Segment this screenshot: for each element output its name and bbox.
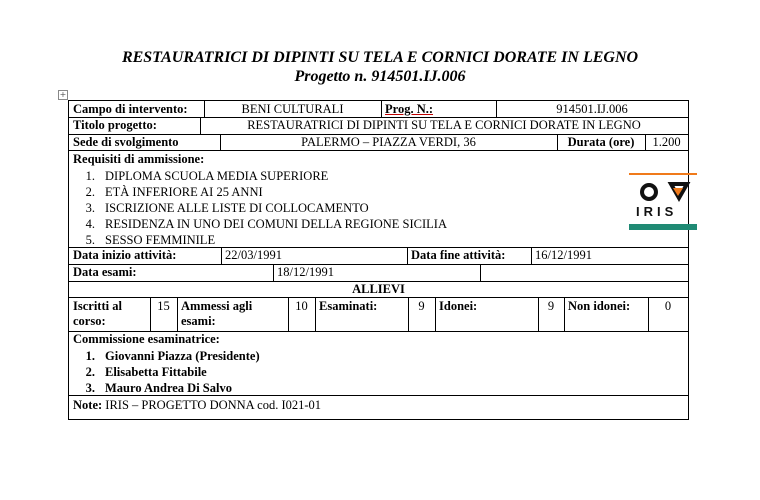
commissione-label: Commissione esaminatrice: xyxy=(73,332,220,346)
list-item: 5. SESSO FEMMINILE xyxy=(85,233,216,247)
esaminati-label: Esaminati: xyxy=(319,299,378,313)
non-idonei-label: Non idonei: xyxy=(568,299,631,313)
note-row xyxy=(69,398,325,413)
ammessi-value: 10 xyxy=(295,299,308,313)
logo-bottom-bar xyxy=(629,224,697,230)
durata-value: 1.200 xyxy=(652,135,681,149)
list-item: 4. RESIDENZA IN UNO DEI COMUNI DELLA REGIONE SICILIA xyxy=(85,217,447,231)
ammessi-label: Ammessi agli esami: xyxy=(181,299,253,328)
logo-circle-icon xyxy=(642,185,656,199)
list-item: 3. ISCRIZIONE ALLE LISTE DI COLLOCAMENTO xyxy=(85,201,369,215)
requisiti-label: Requisiti di ammissione: xyxy=(73,152,205,166)
list-item: 2. Elisabetta Fittabile xyxy=(85,365,207,379)
durata-label: Durata (ore) xyxy=(567,135,635,149)
titolo-label: Titolo progetto: xyxy=(73,118,157,132)
document-title xyxy=(0,48,760,86)
prog-label xyxy=(381,102,496,117)
iris-logo xyxy=(629,172,699,232)
idonei-label: Idonei: xyxy=(439,299,478,313)
project-form-table xyxy=(68,100,689,420)
campo-value: BENI CULTURALI xyxy=(241,102,344,116)
data-fine-label: Data fine attività: xyxy=(411,248,506,262)
prog-value: 914501.IJ.006 xyxy=(556,102,628,116)
sede-label: Sede di svolgimento xyxy=(73,135,179,149)
iscritti-label: Iscritti al corso: xyxy=(73,299,122,328)
data-inizio-value: 22/03/1991 xyxy=(225,248,282,262)
data-esami-value: 18/12/1991 xyxy=(277,265,334,279)
idonei-value: 9 xyxy=(547,299,555,313)
campo-label: Campo di intervento: xyxy=(73,102,188,116)
data-fine-value: 16/12/1991 xyxy=(535,248,592,262)
requisiti-list xyxy=(69,168,447,248)
sede-value: PALERMO – PIAZZA VERDI, 36 xyxy=(301,135,476,149)
data-esami-label: Data esami: xyxy=(73,265,137,279)
iscritti-value: 15 xyxy=(157,299,170,313)
note-value: IRIS – PROGETTO DONNA cod. I021-01 xyxy=(105,398,322,412)
table-move-handle-icon[interactable]: + xyxy=(59,90,67,99)
list-item: 1. Giovanni Piazza (Presidente) xyxy=(85,349,260,363)
esaminati-value: 9 xyxy=(418,299,425,313)
note-label: Note: xyxy=(73,398,103,412)
title-line-1: RESTAURATRICI DI DIPINTI SU TELA E CORNICI DORATE IN LEGNO xyxy=(121,49,639,66)
prog-label-text: Prog. N.: xyxy=(385,102,434,116)
titolo-value: RESTAURATRICI DI DIPINTI SU TELA E CORNICI DORATE IN LEGNO xyxy=(247,118,641,132)
title-line-2: Progetto n. 914501.IJ.006 xyxy=(294,68,466,85)
data-inizio-label: Data inizio attività: xyxy=(73,248,177,262)
allievi-header: ALLIEVI xyxy=(352,282,405,296)
list-item: 1. DIPLOMA SCUOLA MEDIA SUPERIORE xyxy=(85,169,329,183)
commissione-list xyxy=(69,348,260,396)
list-item: 3. Mauro Andrea Di Salvo xyxy=(85,381,232,395)
non-idonei-value: 0 xyxy=(664,299,672,313)
list-item: 2. ETÀ INFERIORE AI 25 ANNI xyxy=(85,185,263,199)
logo-text: IRIS xyxy=(636,204,678,219)
